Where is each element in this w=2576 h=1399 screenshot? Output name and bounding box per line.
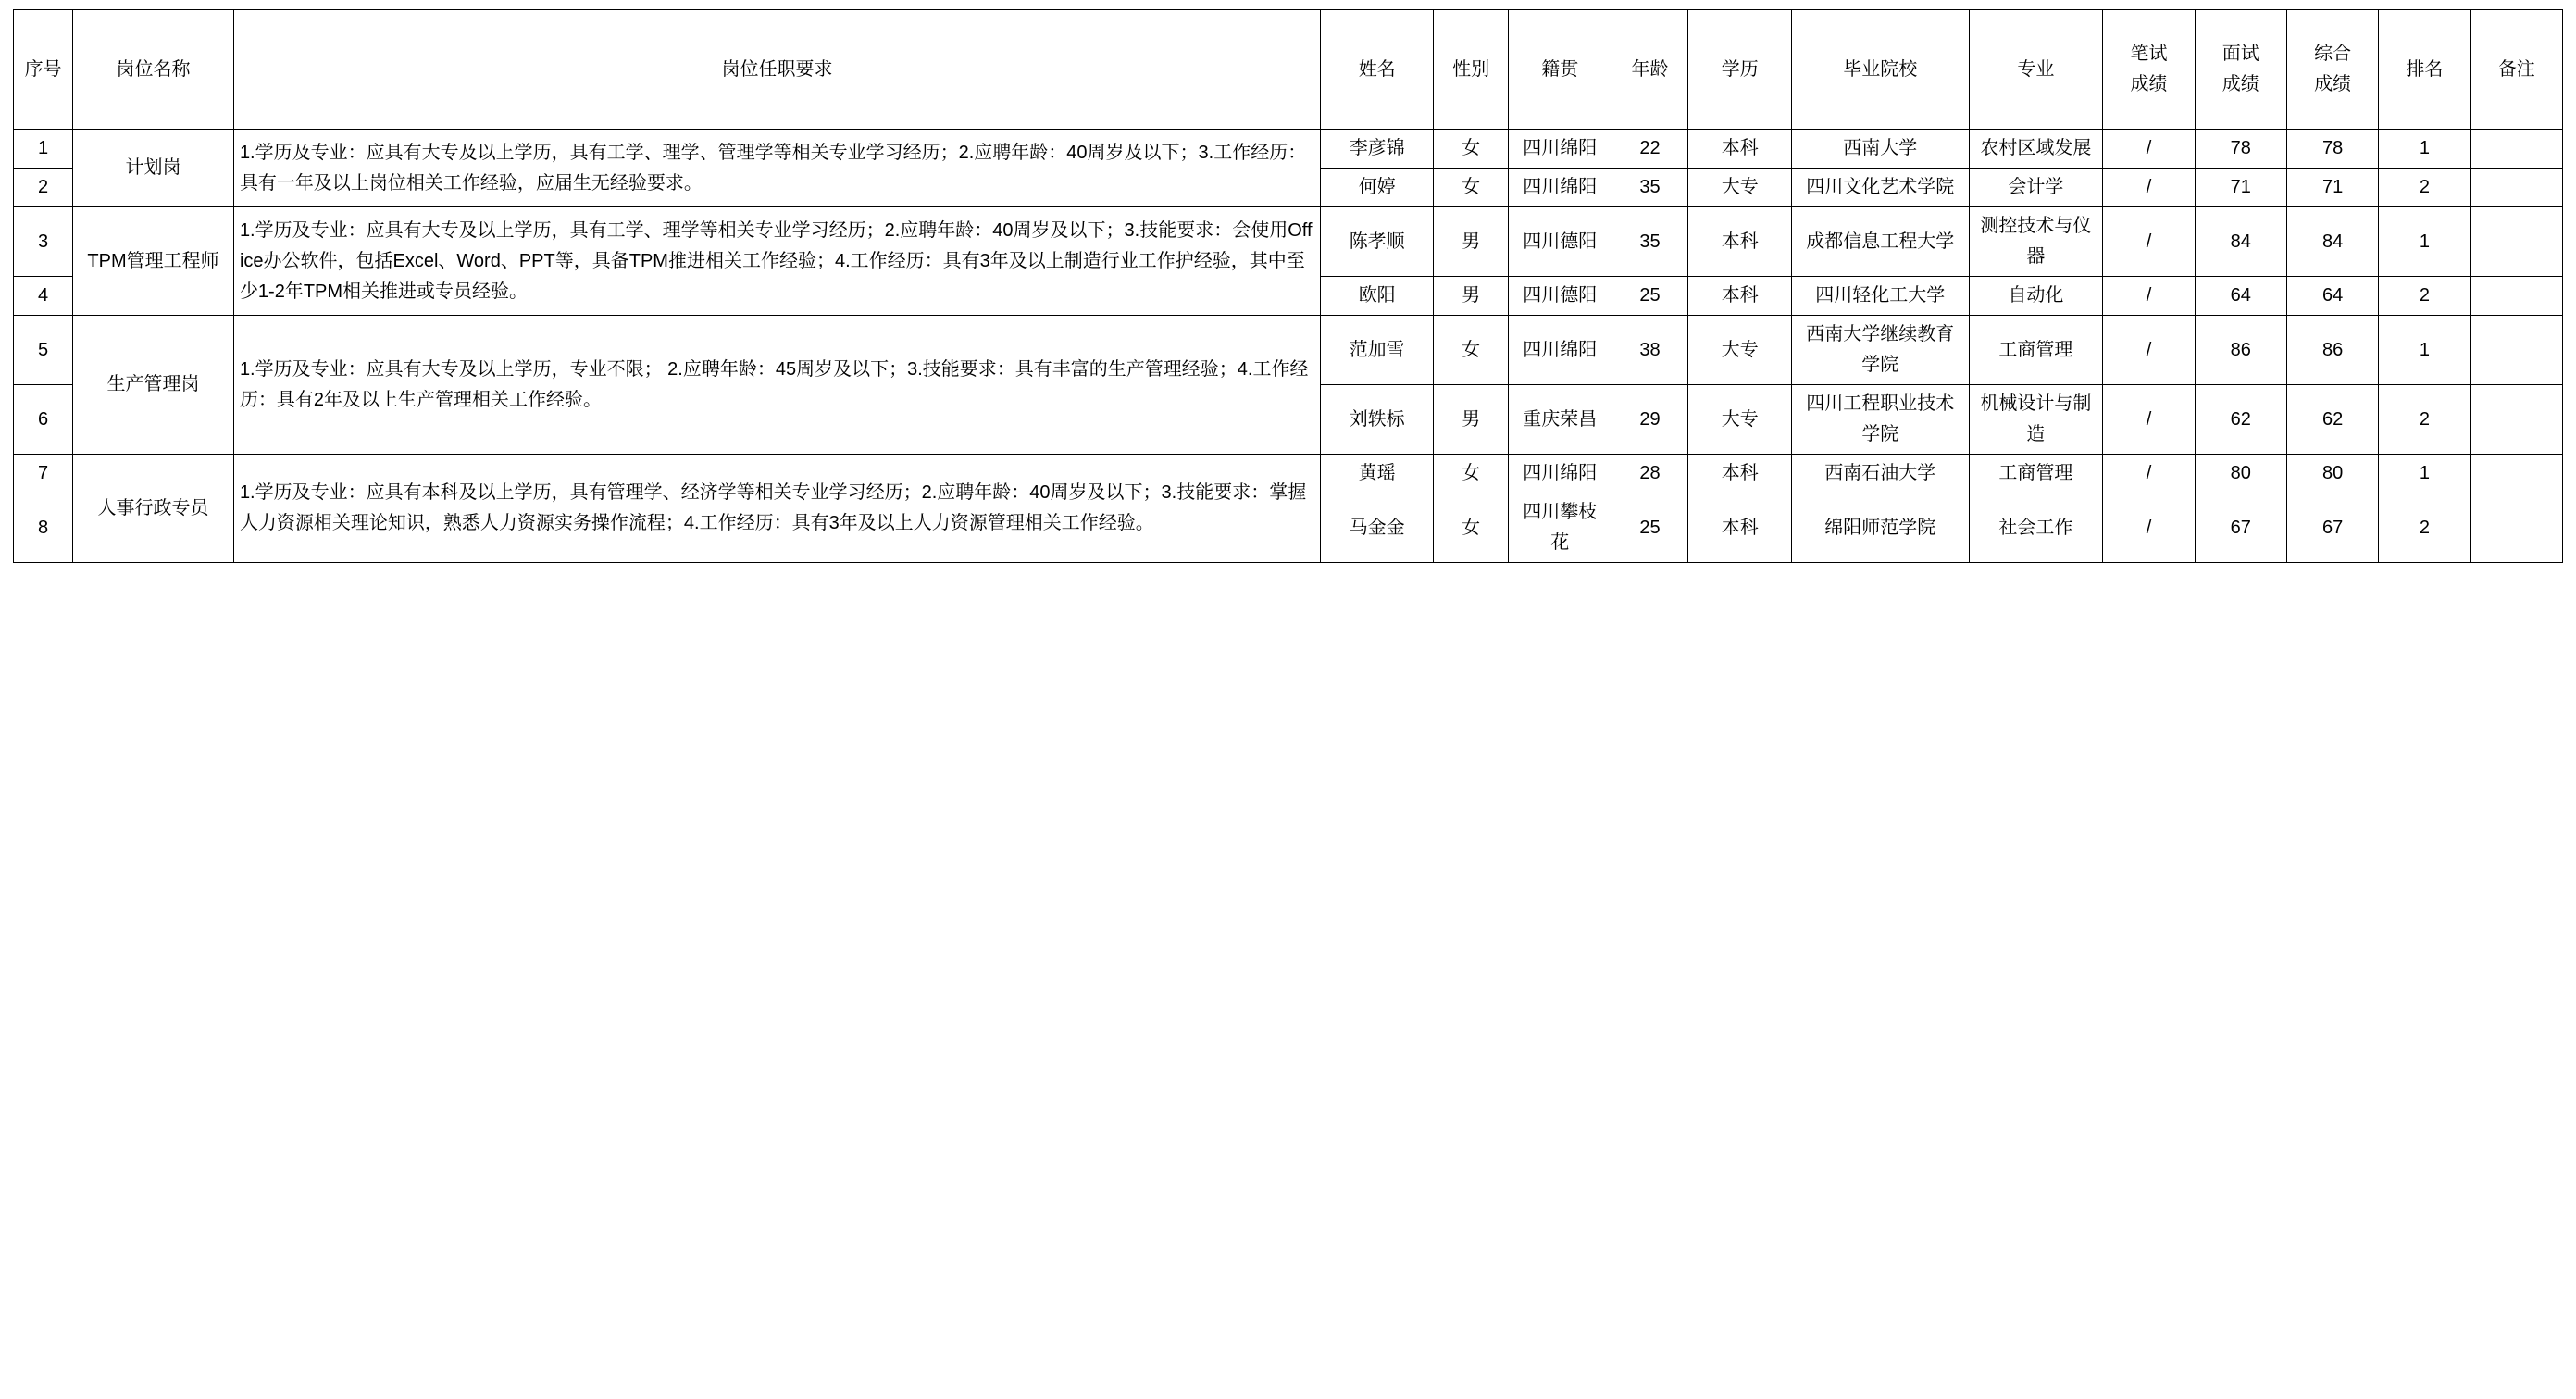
header-overall-score-line1: 综合: [2314, 44, 2352, 64]
cell-written-score: /: [2103, 316, 2195, 385]
cell-gender: 女: [1434, 130, 1509, 169]
cell-overall-score: 78: [2286, 130, 2378, 169]
cell-interview-score: 86: [2195, 316, 2286, 385]
cell-education: 大专: [1688, 316, 1792, 385]
cell-age: 35: [1612, 207, 1688, 277]
cell-remark: [2470, 277, 2562, 316]
cell-overall-score: 71: [2286, 169, 2378, 207]
header-name: 姓名: [1321, 10, 1434, 130]
cell-position: TPM管理工程师: [73, 207, 234, 316]
header-native: 籍贯: [1508, 10, 1612, 130]
cell-overall-score: 84: [2286, 207, 2378, 277]
cell-remark: [2470, 455, 2562, 493]
cell-age: 25: [1612, 277, 1688, 316]
cell-name: 何婷: [1321, 169, 1434, 207]
cell-interview-score: 80: [2195, 455, 2286, 493]
cell-rank: 1: [2379, 455, 2470, 493]
table-header: [14, 10, 2563, 130]
cell-interview-score: 84: [2195, 207, 2286, 277]
header-age: 年龄: [1612, 10, 1688, 130]
table-body: [14, 130, 2563, 563]
cell-name: 陈孝顺: [1321, 207, 1434, 277]
cell-rank: 1: [2379, 316, 2470, 385]
cell-index: 8: [14, 493, 73, 563]
cell-gender: 女: [1434, 169, 1509, 207]
cell-major: 机械设计与制造: [1969, 385, 2103, 455]
header-major: 专业: [1969, 10, 2103, 130]
cell-school: 西南大学: [1792, 130, 1969, 169]
header-school: 毕业院校: [1792, 10, 1969, 130]
cell-age: 22: [1612, 130, 1688, 169]
cell-education: 大专: [1688, 169, 1792, 207]
cell-education: 本科: [1688, 277, 1792, 316]
cell-overall-score: 80: [2286, 455, 2378, 493]
cell-written-score: /: [2103, 385, 2195, 455]
cell-gender: 女: [1434, 316, 1509, 385]
header-interview-score-line2: 成绩: [2221, 74, 2259, 94]
cell-gender: 男: [1434, 277, 1509, 316]
cell-school: 四川文化艺术学院: [1792, 169, 1969, 207]
cell-school: 四川工程职业技术学院: [1792, 385, 1969, 455]
cell-interview-score: 78: [2195, 130, 2286, 169]
cell-name: 刘轶标: [1321, 385, 1434, 455]
cell-major: 会计学: [1969, 169, 2103, 207]
cell-gender: 男: [1434, 207, 1509, 277]
cell-age: 29: [1612, 385, 1688, 455]
cell-requirement: 1.学历及专业：应具有大专及以上学历，具有工学、理学等相关专业学习经历；2.应聘年龄：40周岁及以下；3.技能要求：会使用Office办公软件，包括Excel、Word、PPT等，具备TPM推进相关工作经验；4.工作经历：具有3年及以上制造行业工作护经验，其中至少1-2年TPM相关推进或专员经验。: [233, 207, 1320, 316]
cell-position: 生产管理岗: [73, 316, 234, 455]
cell-school: 西南石油大学: [1792, 455, 1969, 493]
cell-overall-score: 67: [2286, 493, 2378, 563]
cell-requirement: 1.学历及专业：应具有大专及以上学历，具有工学、理学、管理学等相关专业学习经历；2.应聘年龄：40周岁及以下；3.工作经历：具有一年及以上岗位相关工作经验，应届生无经验要求。: [233, 130, 1320, 207]
header-index: 序号: [14, 10, 73, 130]
cell-native: 重庆荣昌: [1508, 385, 1612, 455]
header-education: 学历: [1688, 10, 1792, 130]
cell-interview-score: 64: [2195, 277, 2286, 316]
cell-index: 5: [14, 316, 73, 385]
cell-native: 四川绵阳: [1508, 455, 1612, 493]
cell-education: 本科: [1688, 493, 1792, 563]
cell-name: 李彦锦: [1321, 130, 1434, 169]
header-overall-score-line2: 成绩: [2314, 74, 2352, 94]
cell-written-score: /: [2103, 130, 2195, 169]
cell-written-score: /: [2103, 169, 2195, 207]
cell-written-score: /: [2103, 277, 2195, 316]
header-gender: 性别: [1434, 10, 1509, 130]
header-overall-score: [2286, 10, 2378, 130]
cell-major: 测控技术与仪器: [1969, 207, 2103, 277]
cell-index: 7: [14, 455, 73, 493]
cell-rank: 1: [2379, 130, 2470, 169]
cell-name: 马金金: [1321, 493, 1434, 563]
cell-name: 黄瑶: [1321, 455, 1434, 493]
cell-education: 本科: [1688, 130, 1792, 169]
table-row: [14, 455, 2563, 493]
cell-index: 4: [14, 277, 73, 316]
cell-education: 本科: [1688, 455, 1792, 493]
table-row: [14, 207, 2563, 277]
cell-remark: [2470, 316, 2562, 385]
cell-rank: 2: [2379, 277, 2470, 316]
cell-index: 2: [14, 169, 73, 207]
cell-requirement: 1.学历及专业：应具有大专及以上学历，专业不限； 2.应聘年龄：45周岁及以下；3.技能要求：具有丰富的生产管理经验；4.工作经历：具有2年及以上生产管理相关工作经验。: [233, 316, 1320, 455]
header-rank: 排名: [2379, 10, 2470, 130]
cell-major: 社会工作: [1969, 493, 2103, 563]
cell-remark: [2470, 207, 2562, 277]
header-written-score-line2: 成绩: [2130, 74, 2168, 94]
cell-position: 人事行政专员: [73, 455, 234, 563]
cell-remark: [2470, 493, 2562, 563]
cell-native: 四川绵阳: [1508, 316, 1612, 385]
table-header-row: [14, 10, 2563, 130]
cell-written-score: /: [2103, 455, 2195, 493]
header-position: 岗位名称: [73, 10, 234, 130]
header-requirement: 岗位任职要求: [233, 10, 1320, 130]
cell-rank: 2: [2379, 169, 2470, 207]
cell-name: 欧阳: [1321, 277, 1434, 316]
cell-index: 6: [14, 385, 73, 455]
cell-age: 35: [1612, 169, 1688, 207]
cell-native: 四川绵阳: [1508, 169, 1612, 207]
cell-major: 自动化: [1969, 277, 2103, 316]
cell-written-score: /: [2103, 493, 2195, 563]
header-remark: 备注: [2470, 10, 2562, 130]
header-interview-score-line1: 面试: [2221, 44, 2259, 64]
cell-education: 大专: [1688, 385, 1792, 455]
header-written-score: [2103, 10, 2195, 130]
cell-age: 25: [1612, 493, 1688, 563]
table-row: [14, 130, 2563, 169]
cell-age: 38: [1612, 316, 1688, 385]
cell-remark: [2470, 169, 2562, 207]
cell-native: 四川德阳: [1508, 277, 1612, 316]
cell-overall-score: 62: [2286, 385, 2378, 455]
cell-major: 工商管理: [1969, 455, 2103, 493]
cell-school: 西南大学继续教育学院: [1792, 316, 1969, 385]
cell-index: 1: [14, 130, 73, 169]
cell-overall-score: 64: [2286, 277, 2378, 316]
cell-interview-score: 71: [2195, 169, 2286, 207]
cell-school: 绵阳师范学院: [1792, 493, 1969, 563]
cell-overall-score: 86: [2286, 316, 2378, 385]
cell-name: 范加雪: [1321, 316, 1434, 385]
cell-interview-score: 67: [2195, 493, 2286, 563]
cell-gender: 男: [1434, 385, 1509, 455]
cell-requirement: 1.学历及专业：应具有本科及以上学历，具有管理学、经济学等相关专业学习经历；2.应聘年龄：40周岁及以下；3.技能要求：掌握人力资源相关理论知识，熟悉人力资源实务操作流程；4.工作经历：具有3年及以上人力资源管理相关工作经验。: [233, 455, 1320, 563]
cell-school: 四川轻化工大学: [1792, 277, 1969, 316]
cell-major: 农村区域发展: [1969, 130, 2103, 169]
cell-rank: 2: [2379, 385, 2470, 455]
cell-gender: 女: [1434, 455, 1509, 493]
cell-gender: 女: [1434, 493, 1509, 563]
cell-school: 成都信息工程大学: [1792, 207, 1969, 277]
cell-age: 28: [1612, 455, 1688, 493]
cell-remark: [2470, 130, 2562, 169]
cell-education: 本科: [1688, 207, 1792, 277]
header-interview-score: [2195, 10, 2286, 130]
recruitment-results-table: [13, 9, 2563, 563]
cell-remark: [2470, 385, 2562, 455]
cell-interview-score: 62: [2195, 385, 2286, 455]
header-written-score-line1: 笔试: [2130, 44, 2168, 64]
cell-written-score: /: [2103, 207, 2195, 277]
cell-rank: 2: [2379, 493, 2470, 563]
cell-native: 四川绵阳: [1508, 130, 1612, 169]
table-row: [14, 316, 2563, 385]
cell-index: 3: [14, 207, 73, 277]
cell-native: 四川攀枝花: [1508, 493, 1612, 563]
cell-major: 工商管理: [1969, 316, 2103, 385]
cell-rank: 1: [2379, 207, 2470, 277]
cell-position: 计划岗: [73, 130, 234, 207]
cell-native: 四川德阳: [1508, 207, 1612, 277]
